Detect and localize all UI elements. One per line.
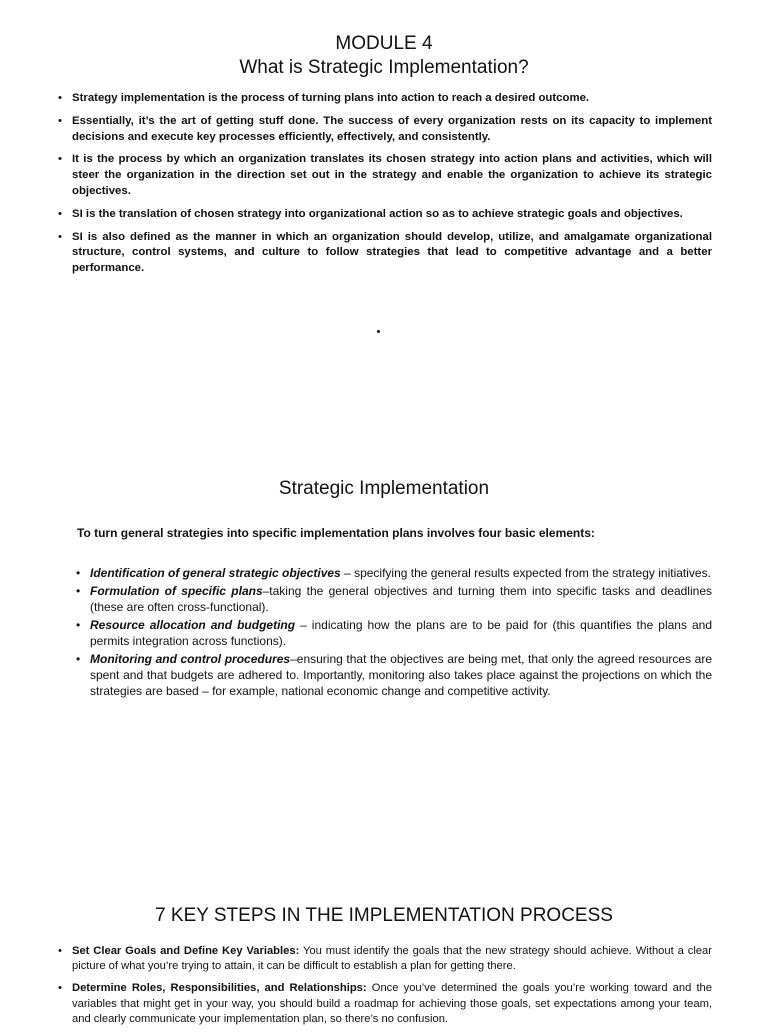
slide-strategic-implementation — [0, 477, 768, 501]
list-item — [58, 207, 712, 223]
element-term: Identification of general strategic objectives — [90, 566, 341, 580]
element-term: Formulation of specific plans — [90, 584, 263, 598]
list-item-text: Essentially, it’s the art of getting stuff done. The success of every organization rests on its capacity to implement decisions and execute key processes efficiently, effectively, and consistently. — [72, 114, 712, 143]
bullet-icon: • — [76, 652, 81, 666]
bullet-icon: • — [58, 153, 62, 166]
element-term: Monitoring and control procedures — [90, 652, 291, 666]
step-term: Determine Roles, Responsibilities, and Relationships: — [72, 982, 367, 995]
key-steps-list — [58, 944, 712, 1034]
slide-title-key-steps: 7 KEY STEPS IN THE IMPLEMENTATION PROCESS — [155, 905, 613, 926]
list-item — [58, 91, 712, 107]
list-item — [58, 230, 712, 277]
element-text: – indicating how the plans are to be paid for (this quantifies the plans and permits integration across functions). — [90, 618, 712, 648]
list-item — [58, 114, 712, 146]
list-item — [58, 152, 712, 199]
slide-title-strategic-implementation: Strategic Implementation — [278, 478, 490, 499]
slide-title-what-is-si: What is Strategic Implementation? — [239, 57, 529, 78]
list-item-text: SI is the translation of chosen strategy into organizational action so as to achieve strategic goals and objectives. — [72, 207, 683, 220]
module-label: MODULE 4 — [335, 33, 433, 54]
list-item — [58, 981, 712, 1027]
bullet-icon: • — [58, 230, 62, 243]
bullet-icon: • — [58, 114, 62, 127]
bullet-icon: • — [76, 618, 81, 632]
list-item — [58, 944, 712, 974]
step-text: You must identify the goals that the new strategy should achieve. Without a clear picture of what you’re trying to attain, it can be difficult to establish a plan for getting there. — [72, 945, 712, 973]
list-item — [76, 583, 712, 615]
list-item-text: Strategy implementation is the process of turning plans into action to reach a desired outcome. — [72, 92, 590, 104]
dot-mark — [377, 330, 380, 333]
element-text: – specifying the general results expected from the strategy initiatives. — [340, 566, 711, 580]
list-item — [76, 617, 712, 649]
list-item-text: It is the process by which an organization translates its chosen strategy into action plans and activities, which will steer the organization in the direction set out in the strategy and enable the organization to achieve its strategic objectives. — [72, 153, 712, 197]
bullet-icon: • — [76, 584, 81, 598]
list-item-text: SI is also defined as the manner in which an organization should develop, utilize, and amalgamate organizational structure, control systems, and culture to follow strategies that lead to competitive advantage and a better performance. — [72, 230, 712, 275]
slide-7-key-steps — [0, 904, 768, 928]
list-item — [76, 651, 712, 699]
slide-module-4 — [0, 32, 768, 80]
list-item — [76, 565, 712, 581]
basic-elements-list — [76, 565, 712, 701]
element-term: Resource allocation and budgeting — [90, 618, 296, 632]
si-definition-list — [58, 91, 712, 284]
element-text: –ensuring that the objectives are being met, that only the agreed resources are spent and that budgets are adhered to. Importantly, monitoring also takes place against the projections on which the strategies are based – for example, national economic change and competitive activity. — [90, 652, 713, 698]
intro-paragraph: To turn general strategies into specific implementation plans involves four basic elements: — [77, 526, 595, 540]
bullet-icon: • — [58, 207, 62, 220]
step-term: Set Clear Goals and Define Key Variables: — [72, 945, 300, 957]
step-text: Once you’ve determined the goals you’re working toward and the variables that might get in your way, you should build a roadmap for achieving those goals, set expectations among your team, and clearly communicate your implementation plan, so there’s no confusion. — [72, 982, 712, 1025]
bullet-icon: • — [76, 566, 81, 580]
bullet-icon: • — [58, 982, 62, 995]
bullet-icon: • — [58, 92, 62, 104]
element-text: –taking the general objectives and turning them into specific tasks and deadlines (these are often cross-functional). — [90, 584, 712, 614]
bullet-icon: • — [58, 945, 62, 957]
